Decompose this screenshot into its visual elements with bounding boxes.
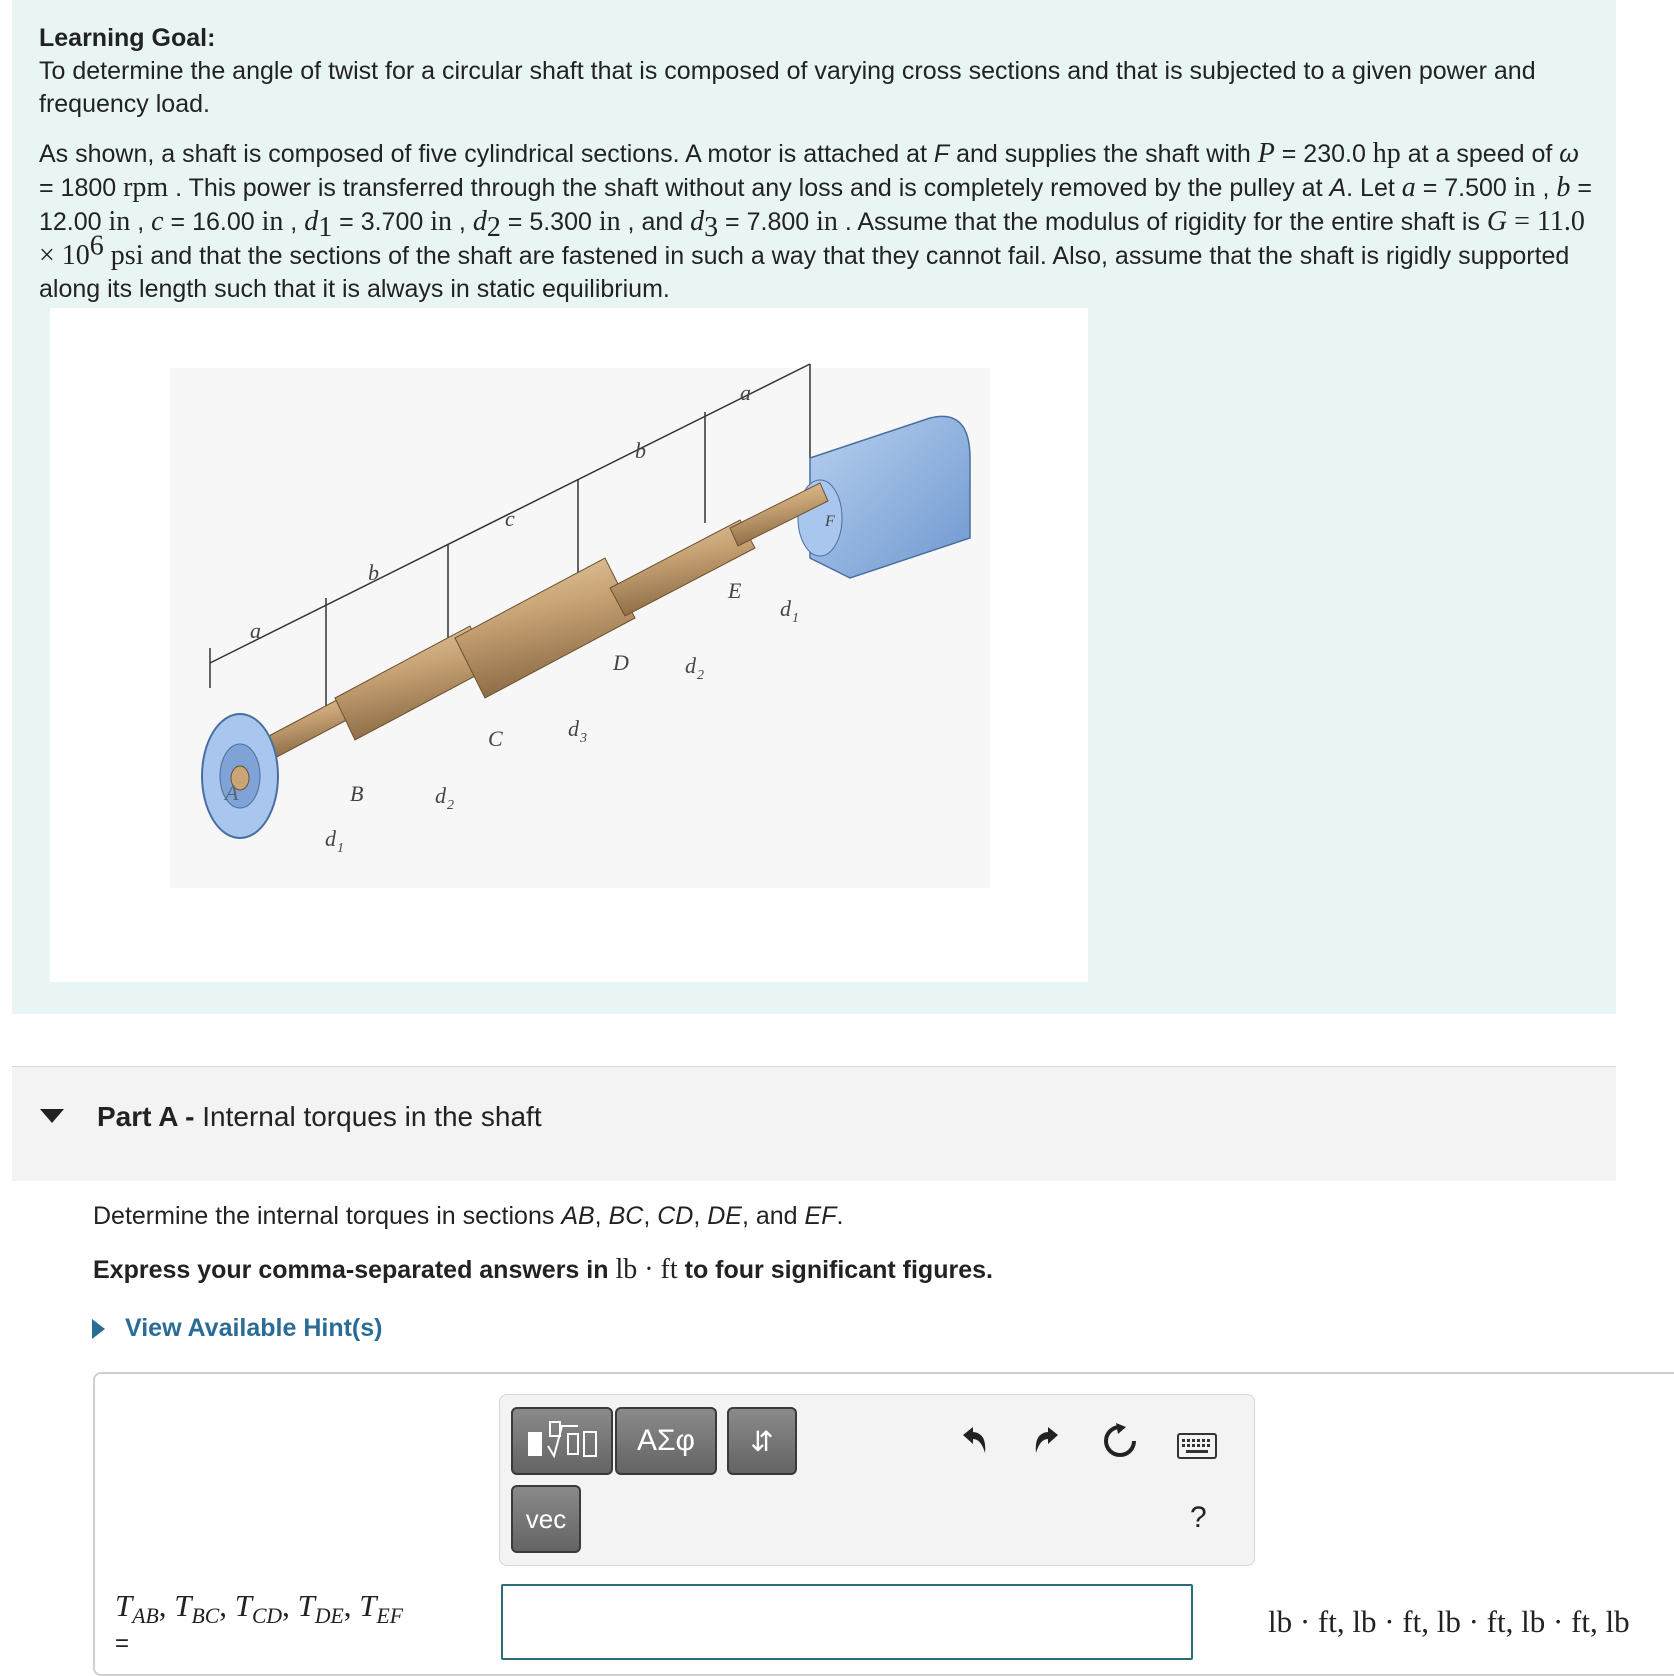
var-d1: d — [304, 206, 319, 237]
shaft-figure — [50, 308, 1088, 982]
label-A: A — [225, 780, 239, 805]
value-omega: = 1800 — [39, 174, 124, 202]
shaft-diagram — [50, 308, 1088, 982]
unit-lbft: lb · ft — [615, 1254, 678, 1285]
sub-DE: DE — [314, 1604, 344, 1629]
sub-3: 3 — [704, 212, 719, 243]
text-seg: . Let — [1346, 174, 1402, 202]
var-T: T — [359, 1588, 377, 1623]
sep: , — [643, 1202, 658, 1230]
label-b-left: b — [368, 560, 379, 585]
label-B: B — [350, 781, 364, 806]
question-text — [93, 1202, 843, 1231]
hint-label: View Available Hint(s) — [125, 1314, 383, 1342]
label-F: F — [825, 513, 835, 530]
var-T: T — [174, 1588, 192, 1623]
label-b-right: b — [635, 438, 646, 463]
express-instructions — [93, 1254, 993, 1286]
value-d2: = 5.300 — [500, 208, 599, 236]
answer-input[interactable] — [501, 1584, 1193, 1660]
answer-label: $T_{AB}$, $T_{BC}$, $T_{CD}$, $T_{DE}$, $T_{EF}$ — [115, 1588, 404, 1629]
sub-BC: BC — [191, 1604, 220, 1629]
sub-2: 2 — [486, 212, 501, 243]
unit-in: in — [598, 206, 621, 237]
answer-units: lb · ft, lb · ft, lb · ft, lb · ft, lb — [1268, 1604, 1630, 1639]
reset-icon[interactable] — [1100, 1421, 1140, 1461]
var-T: T — [297, 1588, 315, 1623]
value-c: = 16.00 — [163, 208, 262, 236]
part-a-title-text: Internal torques in the shaft — [194, 1101, 542, 1132]
text-seg: . Assume that the modulus of rigidity for the entire shaft is — [837, 208, 1487, 236]
text-seg: to four significant figures. — [677, 1256, 993, 1284]
var-d2: d — [472, 206, 487, 237]
text-seg: , and — [620, 208, 691, 236]
view-hints-link[interactable] — [92, 1314, 382, 1343]
learning-goal-panel — [12, 0, 1616, 1014]
var-T: T — [115, 1588, 133, 1623]
unit-psi: psi — [103, 240, 144, 271]
sub-d2-right: 2 — [697, 668, 704, 683]
unit-in: in — [816, 206, 838, 237]
label-D: D — [613, 650, 629, 675]
section-CD: CD — [657, 1202, 694, 1230]
undo-icon[interactable] — [955, 1423, 991, 1459]
label-d1-left: d — [325, 826, 336, 851]
sub-d1-left: 1 — [337, 841, 344, 856]
section-AB: AB — [561, 1202, 595, 1230]
part-a-header[interactable] — [12, 1066, 1616, 1181]
value-P: = 230.0 — [1274, 140, 1373, 168]
text-seg: Determine the internal torques in sections — [93, 1202, 562, 1230]
arrows-button[interactable]: ⇵ — [727, 1407, 797, 1475]
sub-d1-right: 1 — [792, 611, 799, 626]
sub-d2-left: 2 — [447, 798, 454, 813]
label-E: E — [728, 578, 742, 603]
equals-sign: = — [115, 1630, 130, 1657]
label-d1-right: d — [780, 596, 791, 621]
text-seg: . This power is transferred through the shaft without any loss and is completely removed by the pulley at — [168, 174, 1330, 202]
intro-text — [39, 22, 1599, 306]
sep: , and — [741, 1202, 805, 1230]
math-toolbar — [499, 1394, 1255, 1566]
learning-goal-title: Learning Goal: — [39, 24, 216, 52]
section-BC: BC — [608, 1202, 644, 1230]
var-P: P — [1257, 138, 1275, 169]
text-seg: Express your comma-separated answers in — [93, 1256, 616, 1284]
label-d2-left: d — [435, 783, 446, 808]
value-d3: = 7.800 — [718, 208, 817, 236]
greek-symbols-button[interactable]: ΑΣφ — [615, 1407, 717, 1475]
part-a-label: Part A - — [97, 1101, 195, 1132]
label-d3: d — [568, 716, 579, 741]
unit-in: in — [261, 206, 284, 237]
label-a-right: a — [740, 380, 751, 405]
text-seg: As shown, a shaft is composed of five cylindrical sections. A motor is attached at — [39, 140, 934, 168]
section-EF: EF — [804, 1202, 837, 1230]
value-G: = 11.0 × 10 — [39, 206, 1585, 271]
text-seg: and supplies the shaft with — [956, 140, 1258, 168]
collapse-triangle-icon[interactable] — [40, 1109, 64, 1123]
text-seg: at a speed of — [1400, 140, 1560, 168]
sub-EF: EF — [376, 1604, 404, 1629]
unit-in: in — [108, 206, 131, 237]
value-b: = 12.00 — [39, 174, 1592, 236]
sep: , — [594, 1202, 609, 1230]
label-a-left: a — [250, 618, 261, 643]
var-b: b — [1556, 172, 1571, 203]
var-F: F — [933, 140, 950, 168]
value-a: = 7.500 — [1415, 174, 1514, 202]
var-omega: ω — [1559, 140, 1579, 168]
keyboard-icon[interactable] — [1177, 1433, 1217, 1459]
sep: , — [693, 1202, 708, 1230]
template-button[interactable] — [511, 1407, 613, 1475]
section-DE: DE — [707, 1202, 742, 1230]
var-T: T — [234, 1588, 252, 1623]
var-c: c — [151, 206, 164, 237]
text-seg: and that the sections of the shaft are fastened in such a way that they cannot fail. Also, assume that the shaft is rigidly supported along its length such that it is always in static equilibrium. — [39, 242, 1570, 303]
label-C: C — [488, 726, 503, 751]
sub-CD: CD — [251, 1604, 283, 1629]
part-a-title — [97, 1101, 542, 1133]
value-d1: = 3.700 — [332, 208, 431, 236]
template-icon — [522, 1418, 602, 1464]
expand-triangle-icon — [92, 1319, 105, 1339]
var-G: G — [1486, 206, 1508, 237]
redo-icon[interactable] — [1030, 1423, 1066, 1459]
exp-6: 6 — [89, 230, 104, 262]
sub-1: 1 — [318, 212, 333, 243]
label-d2-right: d — [685, 653, 696, 678]
var-a: a — [1401, 172, 1416, 203]
label-c: c — [505, 506, 515, 531]
unit-rpm: rpm — [123, 172, 169, 203]
sub-d3: 3 — [580, 731, 587, 746]
sub-AB: AB — [132, 1604, 159, 1629]
var-d3: d — [690, 206, 705, 237]
period: . — [836, 1202, 844, 1230]
vec-button[interactable]: vec — [511, 1485, 581, 1553]
unit-hp: hp — [1372, 138, 1401, 169]
var-A: A — [1329, 174, 1347, 202]
unit-in: in — [430, 206, 452, 237]
learning-goal-text: To determine the angle of twist for a circular shaft that is composed of varying cross sections and that is subjected to a given power and frequency load. — [39, 57, 1536, 118]
help-button[interactable]: ? — [1190, 1501, 1207, 1534]
unit-in: in — [1513, 172, 1536, 203]
problem-statement: As shown, a shaft is composed of five cylindrical sections. A motor is attached at F and supplies the shaft with P = 230.0 hp at a speed of ω = 1800 rpm . This power is transferred through the shaft without any loss and is completely removed by the pulley at A. Let a = 7.500 in , b = 12.00 in , c = 16.00 in , $d_1 = 3.700$ in , $d_2 = 5.300$ in , and $d_3 = 7.800$ in . Assume that the modulus of rigidity for the entire shaft is $G = 11.0 \times 10^6$ psi and that the sections of the shaft are fastened in such a way that they cannot fail. Also, assume that the shaft is rigidly supported along its length such that it is always in static equilibrium. — [39, 138, 1592, 303]
